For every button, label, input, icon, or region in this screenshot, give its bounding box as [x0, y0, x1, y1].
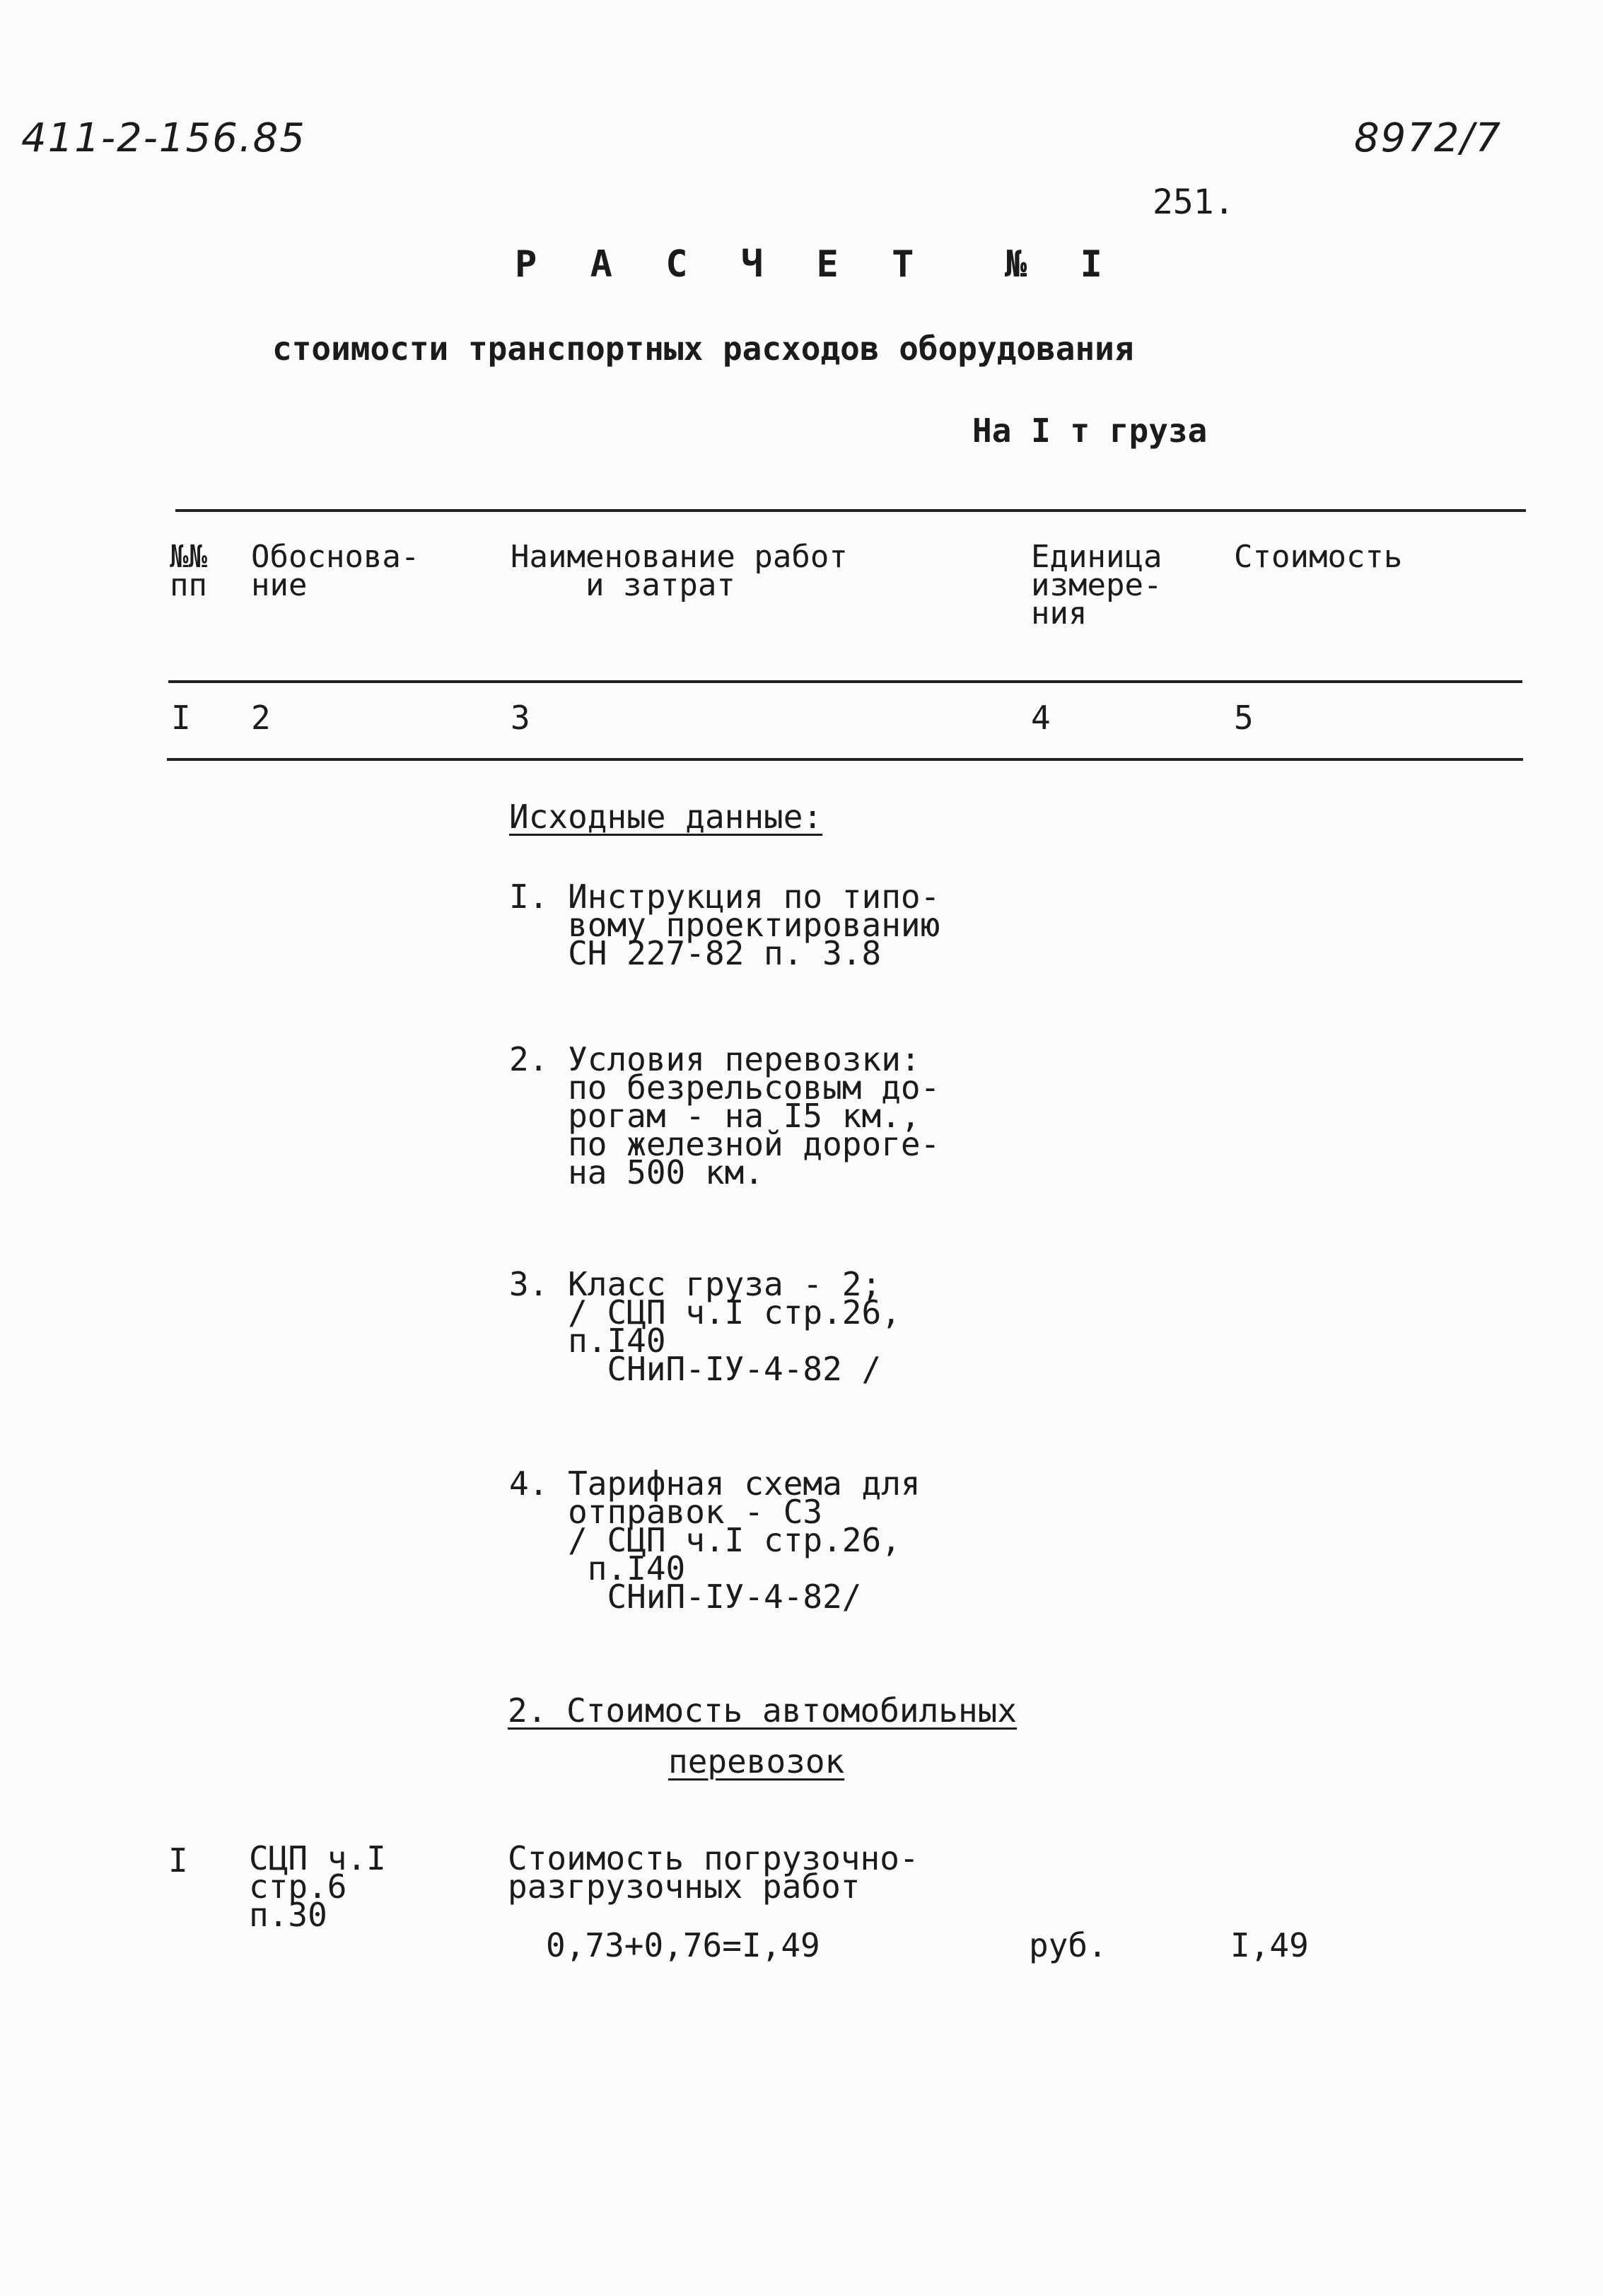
section-2-heading: 2. Стоимость автомобильных: [508, 1691, 1018, 1730]
page-subtitle: стоимости транспортных расходов оборудования: [272, 330, 1134, 368]
header-rule: [168, 680, 1522, 683]
section-2-heading-cont: перевозок: [668, 1742, 845, 1781]
col-header-name: Наименование работ и затрат: [511, 539, 848, 603]
col-header-unit: Единица измере- ния: [1031, 539, 1162, 631]
source-item-4: 4. Тарифная схема для отправок - С3 / СЦП ч.I стр.26, п.I40 СНиП-IУ-4-82/: [509, 1464, 921, 1616]
col-number-5: 5: [1234, 699, 1254, 737]
page-title: Р А С Ч Е Т № I: [515, 243, 1118, 286]
doc-code: 411-2-156.85: [21, 115, 306, 161]
table-top-rule: [175, 509, 1526, 512]
col-header-cost: Стоимость: [1234, 539, 1403, 575]
row-cost: I,49: [1230, 1926, 1309, 1964]
sheet-code: 8972/7: [1354, 115, 1503, 161]
row-unit: руб.: [1029, 1926, 1107, 1964]
per-unit-note: На I т груза: [972, 412, 1208, 450]
col-number-3: 3: [511, 699, 530, 737]
column-numbers-rule: [167, 758, 1523, 761]
col-number-1: I: [171, 699, 191, 737]
source-item-2: 2. Условия перевозки: по безрельсовым до- рогам - на I5 км., по железной дороге- на 500 км.: [509, 1040, 940, 1191]
row-work-name: Стоимость погрузочно- разгрузочных работ: [508, 1839, 919, 1906]
col-number-2: 2: [251, 699, 271, 737]
page-number: 251.: [1153, 182, 1235, 222]
source-item-3: 3. Класс груза - 2; / СЦП ч.I стр.26, п.I40 СНиП-IУ-4-82 /: [509, 1265, 901, 1388]
source-item-1: I. Инструкция по типо- вому проектированию СН 227-82 п. 3.8: [509, 878, 940, 972]
row-formula: 0,73+0,76=I,49: [546, 1926, 820, 1964]
row-basis: СЦП ч.I стр.6 п.30: [249, 1839, 386, 1934]
row-number: I: [168, 1841, 188, 1880]
source-data-heading: Исходные данные:: [509, 798, 823, 836]
col-header-number: №№ пп: [170, 539, 207, 603]
col-header-basis: Обоснова- ние: [251, 539, 420, 603]
col-number-4: 4: [1031, 699, 1051, 737]
